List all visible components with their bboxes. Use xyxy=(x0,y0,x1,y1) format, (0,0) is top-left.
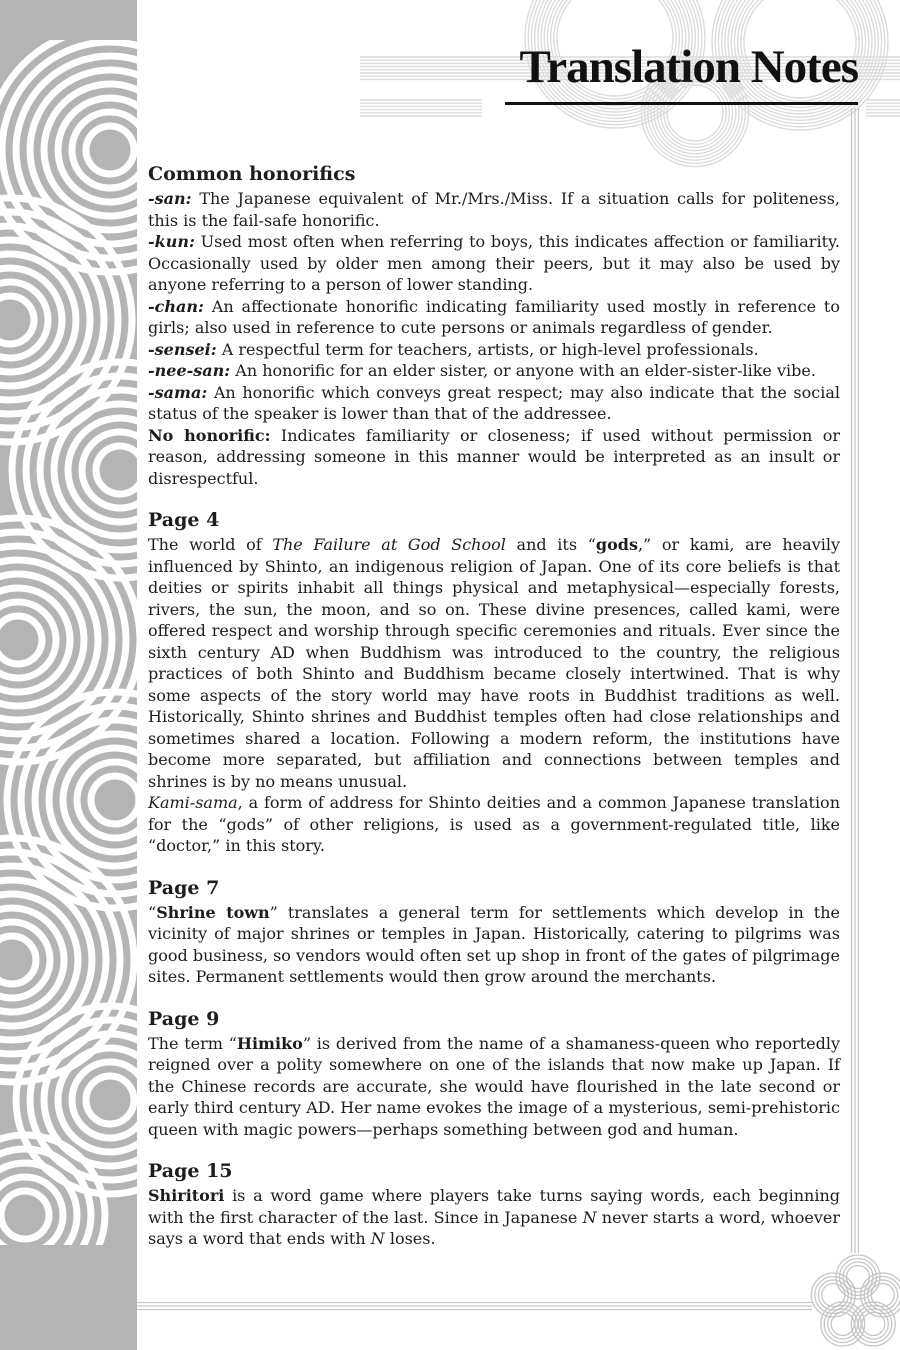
section-common-honorifics xyxy=(148,163,840,489)
section-heading: Page 15 xyxy=(148,1160,233,1182)
section-page-15 xyxy=(148,1160,840,1250)
honorific-definition: -san: The Japanese equivalent of Mr./Mrs./Miss. If a situation calls for politeness, this is the fail-safe honorific. xyxy=(148,189,840,230)
section-heading: Page 7 xyxy=(148,876,220,899)
section-page-7 xyxy=(148,877,840,988)
note-paragraph: The term “Himiko” is derived from the name of a shamaness-queen who reportedly reigned over a polity somewhere on one of the islands that now make up Japan. If the Chinese records are accurate, she would have flourished in the late second or early third century AD. Her name evokes the image of a mysterious, semi-prehistoric queen with magic powers—perhaps something between god and human. xyxy=(148,1033,840,1139)
honorific-definition: -chan: An affectionate honorific indicating familiarity used mostly in reference to girls; also used in reference to cute persons or animals regardless of gender. xyxy=(148,296,840,337)
honorific-definition: -sensei: A respectful term for teachers, artists, or high-level professionals. xyxy=(148,339,759,359)
note-paragraph: The world of The Failure at God School and its “gods,” or kami, are heavily influenced by Shinto, an indigenous religion of Japan. One of its core beliefs is that deities or spirits inhabit all things physical and metaphysical—especially forests, rivers, the sun, the moon, and so on. These divine presences, called kami, were offered respect and worship through specific ceremonies and rituals. Ever since the sixth century AD when Buddhism was introduced to the country, the religious practices of both Shinto and Buddhism became closely intertwined. That is why some aspects of the story world may have roots in Buddhist traditions as well. Historically, Shinto shrines and Buddhist temples often had close relationships and sometimes shared a location. Following a modern reform, the institutions have become more separated, but affiliation and connections between temples and shrines is by no means unusual. xyxy=(148,535,841,791)
honorific-definition: -sama: An honorific which conveys great respect; may also indicate that the social status of the speaker is lower than that of the addressee. xyxy=(148,382,840,423)
section-heading: Page 9 xyxy=(148,1007,220,1030)
section-heading: Page 4 xyxy=(148,509,220,531)
honorific-definition: No honorific: Indicates familiarity or closeness; if used without permission or reason, addressing someone in this manner would be interpreted as an insult or disrespectful. xyxy=(148,425,841,488)
section-page-9 xyxy=(148,1008,840,1141)
page-title: Translation Notes xyxy=(519,41,858,93)
honorific-definition: -nee-san: An honorific for an elder sister, or anyone with an elder-sister-like vibe. xyxy=(148,361,816,380)
title-underline xyxy=(505,102,858,105)
translation-notes-body xyxy=(148,163,840,1270)
sidebar-knot-pattern-icon xyxy=(0,0,137,1350)
sidebar-decoration xyxy=(0,0,137,1350)
section-heading: Common honorifics xyxy=(148,163,356,185)
section-page-4 xyxy=(148,509,840,857)
note-paragraph: “Shrine town” translates a general term for settlements which develop in the vicinity of major shrines or temples in Japan. Historically, catering to pilgrims was good business, so vendors would often set up shop in front of the gates of pilgrimage sites. Permanent settlements would then grow around the merchants. xyxy=(148,902,840,986)
note-paragraph: Shiritori is a word game where players take turns saying words, each beginning with the first character of the last. Since in Japanese N never starts a word, whoever says a word that ends with N loses. xyxy=(148,1186,840,1248)
note-paragraph: Kami-sama, a form of address for Shinto deities and a common Japanese translation for the “gods” of other religions, is used as a government-regulated title, like “doctor,” in this story. xyxy=(148,793,840,855)
honorific-definition: -kun: Used most often when referring to boys, this indicates affection or familiarity. Occasionally used by older men among their peers, but it may also be used by anyone referring to a person of lower standing. xyxy=(148,232,840,294)
